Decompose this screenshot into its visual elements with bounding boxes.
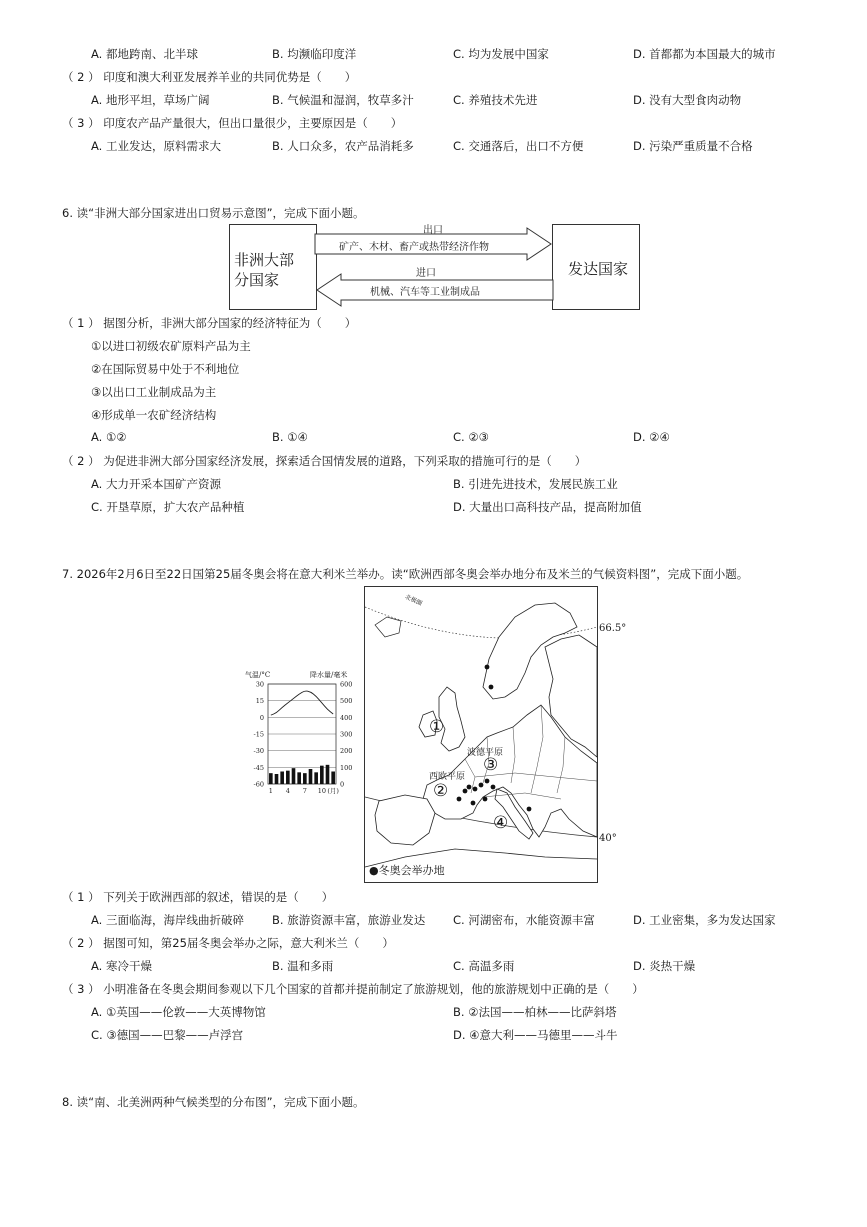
developed-box	[552, 224, 640, 310]
q7-sub1-stem: （ 1 ） 下列关于欧洲西部的叙述，错误的是（ ）	[62, 890, 334, 904]
q6-statement-3: ③以出口工业制成品为主	[91, 385, 217, 399]
q5-option-a: A. 都地跨南、北半球	[91, 47, 198, 61]
q6-intro: 6. 读“非洲大部分国家进出口贸易示意图”，完成下面小题。	[62, 206, 365, 220]
export-goods: 矿产、木材、畜产或热带经济作物	[339, 242, 489, 253]
temp-tick-label: -60	[253, 780, 264, 789]
host-dot	[527, 807, 532, 812]
precip-bar	[309, 769, 313, 784]
q7-sub2-option-b: B. 温和多雨	[272, 959, 334, 973]
temp-axis-label: 气温/°C	[245, 671, 271, 679]
precip-bar	[269, 773, 273, 784]
temperature-curve	[271, 691, 333, 715]
map-label-n2: ②	[433, 781, 449, 801]
q5-sub3-option-b: B. 人口众多，农产品消耗多	[272, 139, 414, 153]
q5-option-c: C. 均为发展中国家	[453, 47, 549, 61]
q6-statement-2: ②在国际贸易中处于不利地位	[91, 362, 240, 376]
host-dot	[467, 785, 472, 790]
map-legend: ●冬奥会举办地	[369, 864, 445, 877]
host-dot	[485, 779, 490, 784]
temp-tick-label: -30	[253, 747, 264, 756]
import-label: 进口	[416, 268, 436, 279]
host-dot	[473, 787, 478, 792]
q7-sub1-option-d: D. 工业密集，多为发达国家	[633, 913, 776, 927]
q7-sub2-stem: （ 2 ） 据图可知，第25届冬奥会举办之际，意大利米兰（ ）	[62, 936, 394, 950]
q7-sub3-option-b: B. ②法国——柏林——比萨斜塔	[453, 1005, 617, 1019]
developed-box-label: 发达国家	[568, 260, 629, 278]
month-tick-label: 1	[268, 787, 273, 795]
q6-sub1-option-b: B. ①④	[272, 430, 308, 444]
map-label-n3: ③	[483, 755, 499, 775]
precip-bar	[280, 772, 284, 785]
q5-sub3-option-a: A. 工业发达，原料需求大	[91, 139, 221, 153]
q7-sub3-option-c: C. ③德国——巴黎——卢浮宫	[91, 1028, 244, 1042]
africa-box-line1: 非洲大部	[234, 251, 295, 269]
q6-sub2-option-b: B. 引进先进技术，发展民族工业	[453, 477, 618, 491]
host-dot	[485, 665, 490, 670]
q5-option-d: D. 首都都为本国最大的城市	[633, 47, 776, 61]
precip-bar	[331, 772, 335, 785]
host-dot	[463, 789, 468, 794]
precip-tick-label: 500	[340, 697, 353, 706]
q5-sub2-stem: （ 2 ） 印度和澳大利亚发展养羊业的共同优势是（ ）	[62, 70, 357, 84]
precip-tick-label: 200	[340, 747, 353, 756]
q6-sub2-option-d: D. 大量出口高科技产品，提高附加值	[453, 500, 642, 514]
precip-bar	[275, 774, 279, 784]
precip-bar	[292, 768, 296, 784]
temp-tick-label: -15	[253, 730, 264, 739]
map-label-n1: ①	[429, 717, 445, 737]
map-label-arctic: 北极圈	[403, 593, 424, 608]
q5-sub2-option-b: B. 气候温和湿润，牧草多汁	[272, 93, 414, 107]
q6-statement-4: ④形成单一农矿经济结构	[91, 408, 217, 422]
precip-bar	[303, 773, 307, 784]
precip-bar	[320, 766, 324, 784]
precip-axis-label: 降水量/毫米	[310, 671, 348, 679]
q5-sub2-option-c: C. 养殖技术先进	[453, 93, 538, 107]
africa-box	[229, 224, 317, 310]
q6-statement-1: ①以进口初级农矿原料产品为主	[91, 339, 251, 353]
precip-tick-label: 100	[340, 763, 353, 772]
europe-map	[364, 586, 627, 883]
temp-tick-label: 30	[255, 680, 264, 689]
temp-tick-label: 15	[255, 697, 264, 706]
q6-sub1-stem: （ 1 ） 据图分析，非洲大部分国家的经济特征为（ ）	[62, 316, 357, 330]
q7-sub2-option-a: A. 寒冷干燥	[91, 959, 152, 973]
map-lat-upper: 66.5°	[599, 623, 627, 634]
precip-tick-label: 0	[340, 780, 345, 789]
q6-sub2-option-c: C. 开垦草原，扩大农产品种植	[91, 500, 245, 514]
map-label-poland-plain: 波德平原	[467, 748, 504, 758]
q7-sub1-option-a: A. 三面临海，海岸线曲折破碎	[91, 913, 244, 927]
host-dot	[491, 785, 496, 790]
q7-sub2-option-d: D. 炎热干燥	[633, 959, 696, 973]
precip-tick-label: 600	[340, 680, 353, 689]
month-tick-label: 10	[317, 787, 326, 795]
host-dot	[483, 797, 488, 802]
iberia-shape	[375, 795, 435, 845]
q6-sub2-stem: （ 2 ） 为促进非洲大部分国家经济发展，探索适合国情发展的道路，下列采取的措施可行的是（ ）	[62, 454, 587, 468]
europe-map-svg	[365, 587, 597, 882]
africa-box-line2: 分国家	[234, 271, 280, 289]
q7-sub3-stem: （ 3 ） 小明准备在冬奥会期间参观以下几个国家的首都并提前制定了旅游规划，他的旅游规划中正确的是（ ）	[62, 982, 644, 996]
q7-intro: 7. 2026年2月6日至22日国第25届冬奥会将在意大利米兰举办。读“欧洲西部冬奥会举办地分布及米兰的气候资料图”，完成下面小题。	[62, 567, 749, 581]
q7-sub3-option-a: A. ①英国——伦敦——大英博物馆	[91, 1005, 266, 1019]
q7-sub1-option-c: C. 河湖密布，水能资源丰富	[453, 913, 595, 927]
host-dot	[457, 797, 462, 802]
q5-sub2-option-a: A. 地形平坦，草场广阔	[91, 93, 210, 107]
precip-tick-label: 300	[340, 730, 353, 739]
map-label-n4: ④	[493, 813, 509, 833]
host-dot	[479, 783, 484, 788]
export-label: 出口	[423, 225, 443, 236]
map-lat-lower: 40°	[599, 833, 617, 844]
precip-tick-label: 400	[340, 713, 353, 722]
import-goods: 机械、汽车等工业制成品	[370, 287, 480, 298]
host-dot	[471, 801, 476, 806]
q6-sub1-option-d: D. ②④	[633, 430, 670, 444]
temp-tick-label: -45	[253, 763, 264, 772]
q6-sub1-option-a: A. ①②	[91, 430, 127, 444]
q8-intro: 8. 读“南、北美洲两种气候类型的分布图”，完成下面小题。	[62, 1095, 365, 1109]
month-unit-label: (月)	[327, 787, 339, 795]
precip-bar	[326, 765, 330, 784]
month-tick-label: 4	[285, 787, 290, 795]
iceland-shape	[375, 617, 401, 637]
q6-sub2-option-a: A. 大力开采本国矿产资源	[91, 477, 221, 491]
q5-sub2-option-d: D. 没有大型食肉动物	[633, 93, 742, 107]
climate-chart-svg	[240, 680, 360, 798]
month-tick-label: 7	[302, 787, 307, 795]
q5-sub3-stem: （ 3 ） 印度农产品产量很大，但出口量很少，主要原因是（ ）	[62, 116, 403, 130]
q7-sub3-option-d: D. ④意大利——马德里——斗牛	[453, 1028, 618, 1042]
host-dot	[489, 685, 494, 690]
temp-tick-label: 0	[259, 713, 264, 722]
precip-bar	[286, 771, 290, 784]
q7-sub2-option-c: C. 高温多雨	[453, 959, 515, 973]
q7-sub1-option-b: B. 旅游资源丰富，旅游业发达	[272, 913, 426, 927]
q5-sub3-option-d: D. 污染严重质量不合格	[633, 139, 753, 153]
q6-sub1-option-c: C. ②③	[453, 430, 489, 444]
map-label-west-plain: 西欧平原	[429, 772, 466, 782]
precip-bar	[297, 772, 301, 784]
precip-bar	[314, 772, 318, 784]
q5-option-b: B. 均濒临印度洋	[272, 47, 357, 61]
q5-sub3-option-c: C. 交通落后，出口不方便	[453, 139, 584, 153]
